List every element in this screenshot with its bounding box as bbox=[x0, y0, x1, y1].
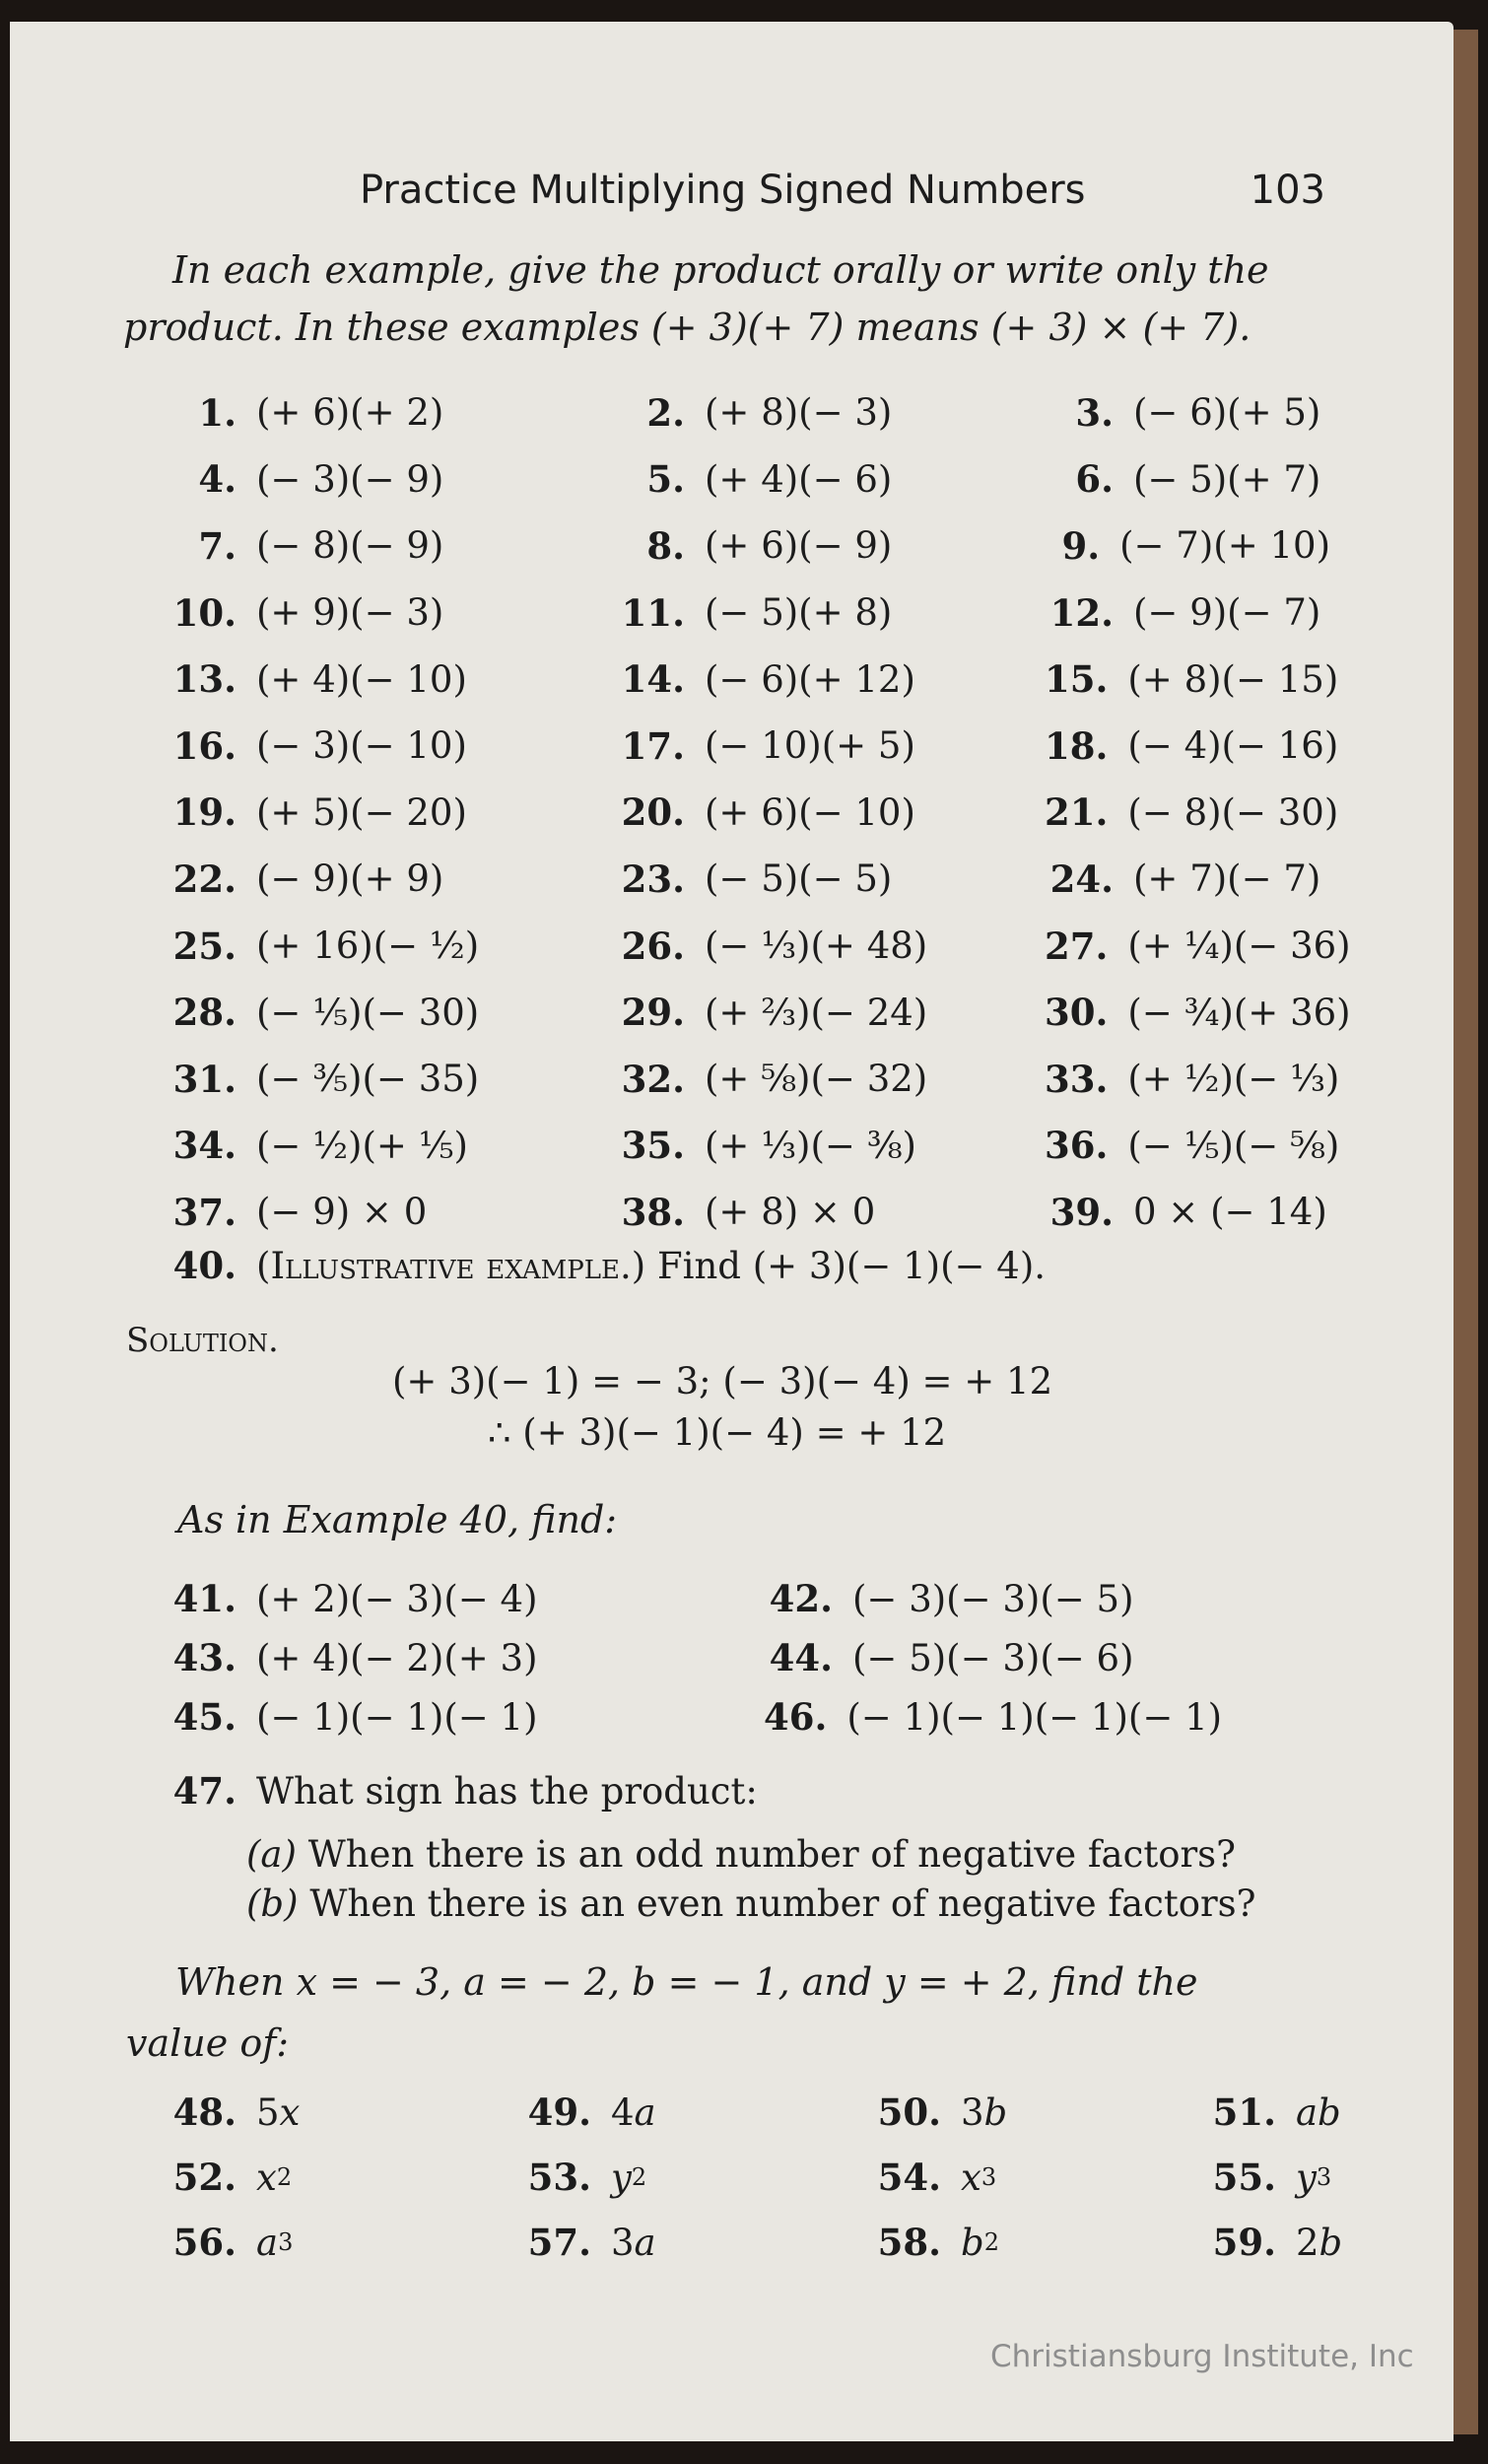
intro-paragraph bbox=[123, 241, 1325, 356]
problem-expression: (− 10)(+ 5) bbox=[705, 724, 915, 768]
q47-b-label: (b) bbox=[246, 1882, 299, 1925]
problem-number: 57. bbox=[527, 2221, 591, 2264]
problem-expression: (+ 6)(+ 2) bbox=[256, 391, 444, 435]
problem-expression: (+ 7)(− 7) bbox=[1133, 857, 1321, 901]
problem-expression: (− 9) × 0 bbox=[256, 1191, 428, 1234]
problems-1-39 bbox=[168, 379, 1351, 1246]
problem-number: 11. bbox=[621, 590, 685, 635]
problem-expression: (+ ⅓)(− ⅜) bbox=[705, 1124, 916, 1167]
problem-number: 25. bbox=[172, 924, 237, 968]
variable: x bbox=[256, 2156, 277, 2199]
problem-expression: (− 5)(+ 7) bbox=[1133, 457, 1321, 501]
solution-line-2: ∴ (+ 3)(− 1)(− 4) = + 12 bbox=[488, 1411, 947, 1454]
exponent: 2 bbox=[983, 2228, 999, 2256]
problem-expression: (− 8)(− 30) bbox=[1127, 790, 1339, 834]
problem-item bbox=[1045, 1113, 1340, 1180]
problem-expression: (+ 4)(− 2)(+ 3) bbox=[256, 1636, 538, 1679]
problem-number: 8. bbox=[646, 523, 685, 568]
coefficient: 4 bbox=[611, 2090, 635, 2134]
problem-number: 34. bbox=[172, 1124, 237, 1168]
problems-41-46 bbox=[168, 1569, 1223, 1746]
problem-number: 28. bbox=[172, 991, 237, 1035]
problem-number: 22. bbox=[172, 856, 237, 901]
problem-number: 55. bbox=[1212, 2156, 1276, 2199]
problem-expression: (− 5)(+ 8) bbox=[705, 591, 893, 635]
problem-expression: (+ ⅝)(− 32) bbox=[705, 1058, 928, 1101]
evaluate-line-2: value of: bbox=[126, 2021, 290, 2065]
question-47-b bbox=[246, 1882, 1256, 1925]
problem-item bbox=[1207, 2210, 1350, 2275]
coefficient: 3 bbox=[961, 2090, 984, 2134]
problem-expression: (+ 4)(− 10) bbox=[256, 657, 467, 701]
problem-number: 52. bbox=[172, 2156, 237, 2199]
problem-number: 17. bbox=[621, 723, 685, 768]
problem-expression: (+ 8)(− 15) bbox=[1127, 657, 1339, 701]
problem-number: 4. bbox=[198, 457, 237, 502]
problem-number: 2. bbox=[646, 390, 685, 435]
problem-item bbox=[168, 446, 616, 513]
problem-item bbox=[616, 1046, 1045, 1113]
problem-expression: (+ 5)(− 20) bbox=[256, 790, 467, 834]
problem-item bbox=[616, 513, 1045, 580]
problem-expression: (+ 9)(− 3) bbox=[256, 591, 444, 635]
problem-item bbox=[872, 2210, 1207, 2275]
problem-item bbox=[168, 979, 616, 1046]
problem-item bbox=[168, 1569, 764, 1628]
problem-number: 42. bbox=[769, 1577, 833, 1620]
problem-item bbox=[168, 2145, 522, 2210]
problem-item bbox=[616, 446, 1045, 513]
problem-number: 43. bbox=[172, 1636, 237, 1679]
problem-expression: (+ ½)(− ⅓) bbox=[1127, 1058, 1340, 1101]
problem-number: 19. bbox=[172, 790, 237, 835]
problem-number: 7. bbox=[198, 523, 237, 568]
problem-item bbox=[764, 1687, 1223, 1746]
problem-number: 18. bbox=[1045, 723, 1109, 768]
problem-number: 1. bbox=[198, 390, 237, 435]
problem-item bbox=[1045, 646, 1339, 713]
problem-number: 27. bbox=[1045, 924, 1109, 968]
problem-expression: (+ 2)(− 3)(− 4) bbox=[256, 1577, 538, 1620]
problem-number: 16. bbox=[172, 723, 237, 768]
problem-item bbox=[522, 2210, 872, 2275]
problem-item bbox=[168, 1628, 764, 1687]
problem-number: 58. bbox=[877, 2221, 941, 2264]
problem-expression: (+ 6)(− 10) bbox=[705, 790, 915, 834]
problem-number: 59. bbox=[1212, 2221, 1276, 2264]
evaluate-line-1: When x = − 3, a = − 2, b = − 1, and y = + 2, find the bbox=[175, 1960, 1198, 2004]
problem-expression: (− 1)(− 1)(− 1)(− 1) bbox=[846, 1695, 1223, 1739]
problem-item bbox=[522, 2145, 872, 2210]
problem-item bbox=[522, 2080, 872, 2145]
evaluate-instruction bbox=[126, 1951, 1328, 2074]
problem-expression: (− 3)(− 3)(− 5) bbox=[852, 1577, 1134, 1620]
problem-item bbox=[1045, 713, 1339, 780]
problem-item bbox=[616, 846, 1045, 913]
q47-a-text: When there is an odd number of negative factors? bbox=[307, 1833, 1236, 1876]
problem-item bbox=[616, 1113, 1045, 1180]
illustrative-label: Illustrative example. bbox=[270, 1245, 632, 1287]
problem-item bbox=[1045, 913, 1351, 980]
problem-item bbox=[168, 780, 616, 847]
problem-item bbox=[168, 379, 616, 446]
problem-expression: (− ⅗)(− 35) bbox=[256, 1058, 480, 1101]
coefficient: 3 bbox=[611, 2221, 635, 2264]
problem-number: 10. bbox=[172, 590, 237, 635]
problem-number: 9. bbox=[1061, 523, 1101, 568]
problem-number: 39. bbox=[1049, 1190, 1114, 1234]
problem-number: 45. bbox=[172, 1695, 237, 1739]
variable: x bbox=[279, 2090, 301, 2134]
problem-number: 41. bbox=[172, 1577, 237, 1620]
problem-item bbox=[168, 580, 616, 647]
problem-item bbox=[764, 1569, 1212, 1628]
exponent: 3 bbox=[278, 2228, 294, 2256]
problem-number: 46. bbox=[764, 1695, 828, 1739]
problem-expression: (+ 6)(− 9) bbox=[705, 524, 893, 568]
problem-item bbox=[872, 2080, 1207, 2145]
variable: x bbox=[961, 2156, 981, 2199]
problem-item bbox=[616, 780, 1045, 847]
problem-number: 56. bbox=[172, 2221, 237, 2264]
problem-number: 26. bbox=[621, 924, 685, 968]
problem-expression: (− ⅕)(− ⅝) bbox=[1127, 1124, 1340, 1167]
problem-expression: (− 6)(+ 5) bbox=[1133, 391, 1321, 435]
page-number: 103 bbox=[1250, 168, 1325, 213]
page-title: Practice Multiplying Signed Numbers bbox=[360, 168, 1086, 213]
problem-expression: (− ½)(+ ⅕) bbox=[256, 1124, 468, 1167]
problem-item bbox=[616, 913, 1045, 980]
problem-number: 36. bbox=[1045, 1124, 1109, 1168]
illustrative-open: ( bbox=[256, 1245, 271, 1287]
variable: a bbox=[634, 2221, 656, 2264]
problem-number: 20. bbox=[621, 790, 685, 835]
q47-b-text: When there is an even number of negative factors? bbox=[309, 1882, 1256, 1925]
problem-item bbox=[168, 846, 616, 913]
problem-expression: (− 9)(− 7) bbox=[1133, 591, 1321, 635]
variable: ab bbox=[1296, 2090, 1341, 2134]
problem-number: 35. bbox=[621, 1124, 685, 1168]
problem-expression: (+ 8) × 0 bbox=[705, 1191, 876, 1234]
problem-number: 15. bbox=[1045, 657, 1109, 702]
problem-item bbox=[616, 646, 1045, 713]
problem-number: 13. bbox=[172, 657, 237, 702]
problem-item bbox=[1207, 2080, 1350, 2145]
question-47-text: What sign has the product: bbox=[256, 1770, 758, 1813]
problem-number: 24. bbox=[1049, 856, 1114, 901]
problem-item bbox=[1045, 580, 1330, 647]
problem-item bbox=[616, 1179, 1045, 1246]
problems-48-59 bbox=[168, 2080, 1350, 2275]
problem-item bbox=[616, 379, 1045, 446]
variable: b bbox=[961, 2221, 984, 2264]
problem-number: 44. bbox=[769, 1636, 833, 1679]
variable: b bbox=[1319, 2221, 1343, 2264]
exponent: 3 bbox=[981, 2163, 997, 2191]
problem-number: 32. bbox=[621, 1057, 685, 1101]
problem-item bbox=[616, 580, 1045, 647]
coefficient: 5 bbox=[256, 2090, 280, 2134]
problem-number: 21. bbox=[1045, 790, 1109, 835]
problem-expression: (+ ⅔)(− 24) bbox=[705, 991, 928, 1034]
problem-item bbox=[168, 1179, 616, 1246]
problem-item bbox=[168, 2210, 522, 2275]
problem-expression: (+ ¼)(− 36) bbox=[1127, 924, 1351, 968]
problem-expression: (− 4)(− 16) bbox=[1127, 724, 1339, 768]
problem-item bbox=[168, 1046, 616, 1113]
problem-number: 33. bbox=[1045, 1057, 1109, 1101]
problem-expression: (− ⅕)(− 30) bbox=[256, 991, 480, 1034]
problem-expression: (− 1)(− 1)(− 1) bbox=[256, 1695, 538, 1739]
variable: y bbox=[611, 2156, 632, 2199]
as-in-instruction: As in Example 40, find: bbox=[177, 1498, 618, 1541]
problem-item bbox=[168, 913, 616, 980]
illustrative-example bbox=[168, 1244, 1046, 1287]
solution-line-1: (+ 3)(− 1) = − 3; (− 3)(− 4) = + 12 bbox=[392, 1360, 1053, 1403]
problem-number: 29. bbox=[621, 991, 685, 1035]
problem-number: 31. bbox=[172, 1057, 237, 1101]
problem-item bbox=[1207, 2145, 1350, 2210]
problem-number: 40. bbox=[172, 1244, 237, 1287]
problem-expression: (− 7)(+ 10) bbox=[1119, 524, 1330, 568]
exponent: 2 bbox=[631, 2163, 647, 2191]
page-edge bbox=[1454, 30, 1478, 2434]
problem-number: 53. bbox=[527, 2156, 591, 2199]
problem-expression: 0 × (− 14) bbox=[1133, 1191, 1327, 1234]
illustrative-close: ) bbox=[631, 1245, 646, 1287]
variable: a bbox=[634, 2090, 656, 2134]
problem-number: 47. bbox=[172, 1769, 237, 1813]
variable: y bbox=[1296, 2156, 1317, 2199]
problem-number: 51. bbox=[1212, 2090, 1276, 2134]
problem-item bbox=[1045, 1179, 1330, 1246]
problem-item bbox=[168, 2080, 522, 2145]
problem-expression: (− 9)(+ 9) bbox=[256, 857, 444, 901]
illustrative-text: Find (+ 3)(− 1)(− 4). bbox=[656, 1245, 1047, 1287]
watermark: Christiansburg Institute, Inc bbox=[990, 2339, 1414, 2374]
exponent: 2 bbox=[276, 2163, 293, 2191]
problem-expression: (− 5)(− 3)(− 6) bbox=[852, 1636, 1134, 1679]
problem-item bbox=[168, 713, 616, 780]
intro-line-2: product. In these examples (+ 3)(+ 7) means (+ 3) × (+ 7). bbox=[123, 306, 1251, 349]
problem-item bbox=[1045, 979, 1351, 1046]
question-47-a bbox=[246, 1833, 1236, 1876]
problem-expression: (− 6)(+ 12) bbox=[705, 657, 915, 701]
problem-number: 49. bbox=[527, 2090, 591, 2134]
problem-number: 12. bbox=[1049, 590, 1114, 635]
problem-number: 14. bbox=[621, 657, 685, 702]
problem-number: 30. bbox=[1045, 991, 1109, 1035]
problem-number: 38. bbox=[621, 1190, 685, 1234]
problem-number: 23. bbox=[621, 856, 685, 901]
problem-number: 3. bbox=[1075, 390, 1114, 435]
problem-expression: (− ⅓)(+ 48) bbox=[705, 924, 928, 968]
problem-item bbox=[168, 646, 616, 713]
page-header bbox=[360, 168, 1325, 213]
problem-item bbox=[1045, 780, 1339, 847]
solution-label: Solution. bbox=[126, 1321, 279, 1360]
problem-expression: (− ¾)(+ 36) bbox=[1127, 991, 1351, 1034]
problem-item bbox=[1045, 513, 1330, 580]
problem-expression: (− 3)(− 10) bbox=[256, 724, 467, 768]
problem-item bbox=[1045, 446, 1330, 513]
problem-item bbox=[616, 979, 1045, 1046]
problem-item bbox=[168, 513, 616, 580]
variable: a bbox=[256, 2221, 279, 2264]
problem-number: 50. bbox=[877, 2090, 941, 2134]
variable: b bbox=[983, 2090, 1008, 2134]
question-47 bbox=[168, 1769, 758, 1813]
coefficient: 2 bbox=[1296, 2221, 1319, 2264]
problem-number: 48. bbox=[172, 2090, 237, 2134]
problem-expression: (+ 4)(− 6) bbox=[705, 457, 893, 501]
problem-item bbox=[764, 1628, 1212, 1687]
problem-number: 37. bbox=[172, 1190, 237, 1234]
problem-number: 6. bbox=[1075, 457, 1114, 502]
problem-number: 5. bbox=[646, 457, 685, 502]
problem-expression: (+ 16)(− ½) bbox=[256, 924, 480, 968]
problem-item bbox=[872, 2145, 1207, 2210]
problem-number: 54. bbox=[877, 2156, 941, 2199]
intro-line-1: In each example, give the product orally or write only the bbox=[172, 248, 1269, 292]
problem-expression: (− 3)(− 9) bbox=[256, 457, 444, 501]
problem-expression: (+ 8)(− 3) bbox=[705, 391, 893, 435]
problem-item bbox=[616, 713, 1045, 780]
problem-item bbox=[1045, 1046, 1340, 1113]
problem-item bbox=[168, 1687, 764, 1746]
exponent: 3 bbox=[1316, 2163, 1332, 2191]
problem-item bbox=[168, 1113, 616, 1180]
problem-expression: (− 5)(− 5) bbox=[705, 857, 893, 901]
problem-expression: (− 8)(− 9) bbox=[256, 524, 444, 568]
problem-item bbox=[1045, 379, 1330, 446]
q47-a-label: (a) bbox=[246, 1833, 297, 1876]
problem-item bbox=[1045, 846, 1330, 913]
